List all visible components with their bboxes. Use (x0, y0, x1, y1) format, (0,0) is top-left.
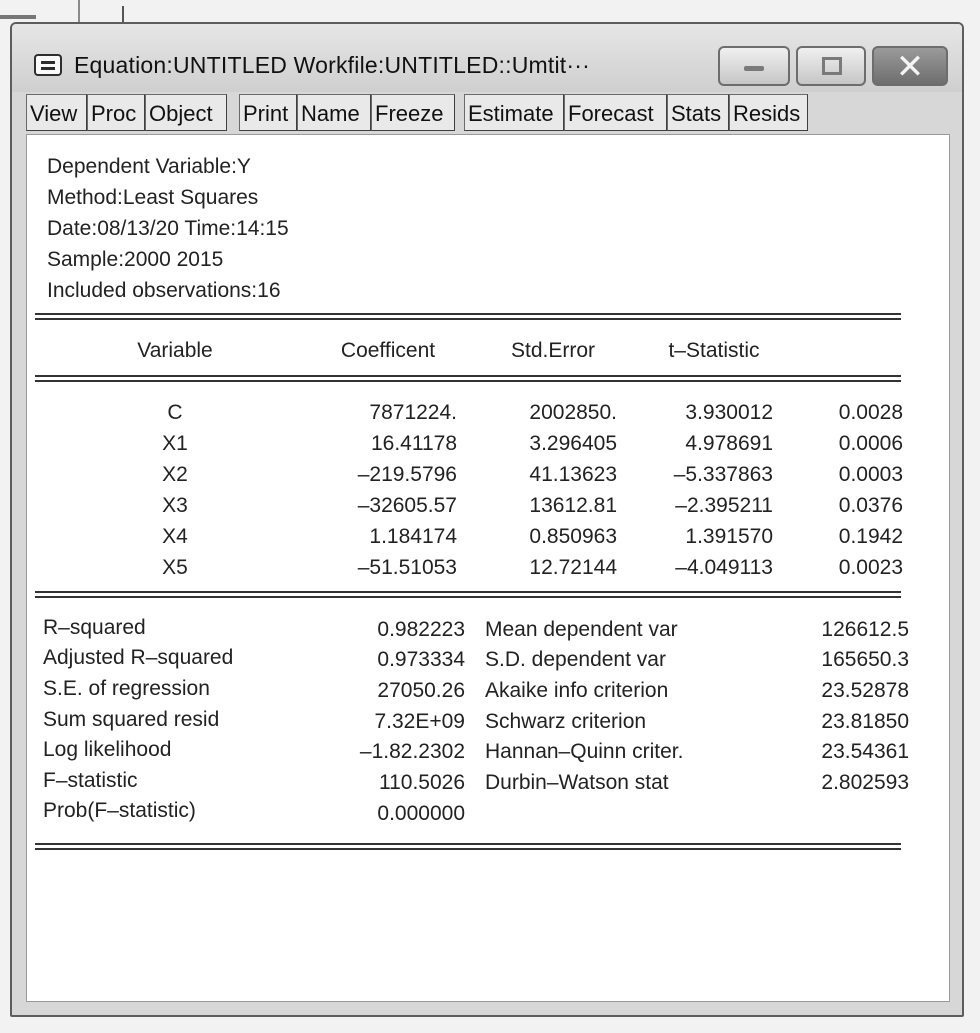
stat-value: 7.32E+09 (374, 710, 465, 733)
prob-value: 0.0023 (838, 556, 903, 579)
stat-value: 0.000000 (377, 802, 465, 825)
toolbar (26, 94, 926, 132)
t-statistic-value: 4.978691 (685, 432, 773, 455)
system-menu-icon[interactable] (34, 54, 62, 76)
double-divider (35, 843, 901, 845)
coefficient-value: –51.51053 (357, 556, 457, 579)
col-header-coefficient: Coefficent (340, 339, 436, 362)
resids-button[interactable]: Resids (729, 94, 808, 131)
variable-name: X3 (162, 494, 188, 517)
t-statistic-value: 1.391570 (685, 525, 773, 548)
window-title: Equation:UNTITLED Workfile:UNTITLED::Umtit··· (74, 52, 590, 78)
maximize-button[interactable] (796, 46, 866, 86)
background-desktop (0, 0, 980, 22)
col-header-t-statistic: t–Statistic (668, 339, 760, 362)
col-header-variable: Variable (137, 339, 213, 362)
stat-value: 23.81850 (821, 710, 909, 733)
included-observations: Included observations:16 (47, 279, 281, 302)
stat-value: 110.5026 (378, 771, 465, 794)
date-time: Date:08/13/20 Time:14:15 (47, 217, 289, 240)
stat-label: Log likelihood (43, 738, 172, 761)
stat-label: R–squared (43, 616, 146, 639)
method: Method:Least Squares (47, 186, 259, 209)
variable-name: X5 (162, 556, 188, 579)
stat-value: 165650.3 (821, 648, 909, 671)
name-button[interactable]: Name (297, 94, 371, 131)
estimate-button[interactable]: Estimate (464, 94, 564, 131)
variable-name: C (167, 401, 183, 424)
stat-label: Akaike info criterion (485, 679, 669, 702)
stat-value: 0.973334 (377, 648, 465, 671)
stat-label: Sum squared resid (43, 708, 220, 731)
std-error-value: 0.850963 (529, 525, 617, 548)
double-divider (35, 375, 901, 377)
dependent-variable: Dependent Variable:Y (47, 155, 251, 178)
object-button[interactable]: Object (145, 94, 227, 131)
stat-value: 2.802593 (821, 771, 909, 794)
proc-button[interactable]: Proc (87, 94, 145, 131)
std-error-value: 2002850. (529, 401, 617, 424)
prob-value: 0.0376 (838, 494, 903, 517)
prob-value: 0.1942 (838, 525, 903, 548)
stat-value: 23.52878 (821, 679, 909, 702)
t-statistic-value: –2.395211 (675, 494, 773, 517)
equation-window (10, 22, 964, 1017)
coefficient-value: –32605.57 (357, 494, 457, 517)
estimation-output (26, 134, 950, 1002)
stat-label: S.E. of regression (43, 677, 210, 700)
close-button[interactable] (872, 46, 948, 86)
stat-label: Adjusted R–squared (43, 646, 234, 669)
print-button[interactable]: Print (239, 94, 297, 131)
stat-label: Prob(F–statistic) (43, 799, 196, 822)
title-bar[interactable] (12, 24, 962, 92)
variable-name: X4 (162, 525, 188, 548)
variable-name: X1 (162, 432, 188, 455)
close-icon: ✕ (895, 47, 925, 87)
background-tick (122, 6, 124, 22)
prob-value: 0.0006 (838, 432, 903, 455)
stat-label: Schwarz criterion (485, 710, 647, 733)
col-header-std-error: Std.Error (510, 339, 596, 362)
prob-value: 0.0003 (838, 463, 903, 486)
variable-name: X2 (162, 463, 188, 486)
prob-value: 0.0028 (838, 401, 903, 424)
background-mark (0, 15, 36, 19)
freeze-button[interactable]: Freeze (371, 94, 455, 131)
stats-button[interactable]: Stats (667, 94, 729, 131)
stat-value: –1.82.2302 (359, 740, 465, 763)
coefficient-value: 7871224. (369, 401, 457, 424)
std-error-value: 3.296405 (529, 432, 617, 455)
stat-label: S.D. dependent var (485, 648, 666, 671)
forecast-button[interactable]: Forecast (564, 94, 667, 131)
std-error-value: 12.72144 (529, 556, 617, 579)
sample: Sample:2000 2015 (47, 248, 224, 271)
stat-label: Mean dependent var (485, 618, 678, 641)
stat-value: 126612.5 (821, 618, 909, 641)
coefficient-value: 1.184174 (369, 525, 457, 548)
t-statistic-value: –5.337863 (673, 463, 773, 486)
double-divider (35, 313, 901, 315)
maximize-icon (822, 57, 842, 75)
coefficient-value: –219.5796 (357, 463, 457, 486)
stat-label: Durbin–Watson stat (485, 771, 669, 794)
coefficient-value: 16.41178 (370, 432, 457, 455)
std-error-value: 13612.81 (529, 494, 617, 517)
double-divider (35, 591, 901, 593)
view-button[interactable]: View (26, 94, 87, 131)
stat-value: 0.982223 (377, 618, 465, 641)
std-error-value: 41.13623 (529, 463, 617, 486)
minimize-icon (744, 66, 764, 71)
t-statistic-value: 3.930012 (685, 401, 773, 424)
stat-value: 27050.26 (377, 679, 465, 702)
stat-label: F–statistic (43, 769, 138, 792)
t-statistic-value: –4.049113 (675, 556, 773, 579)
minimize-button[interactable] (718, 46, 790, 86)
stat-label: Hannan–Quinn criter. (485, 740, 684, 763)
stat-value: 23.54361 (821, 740, 909, 763)
